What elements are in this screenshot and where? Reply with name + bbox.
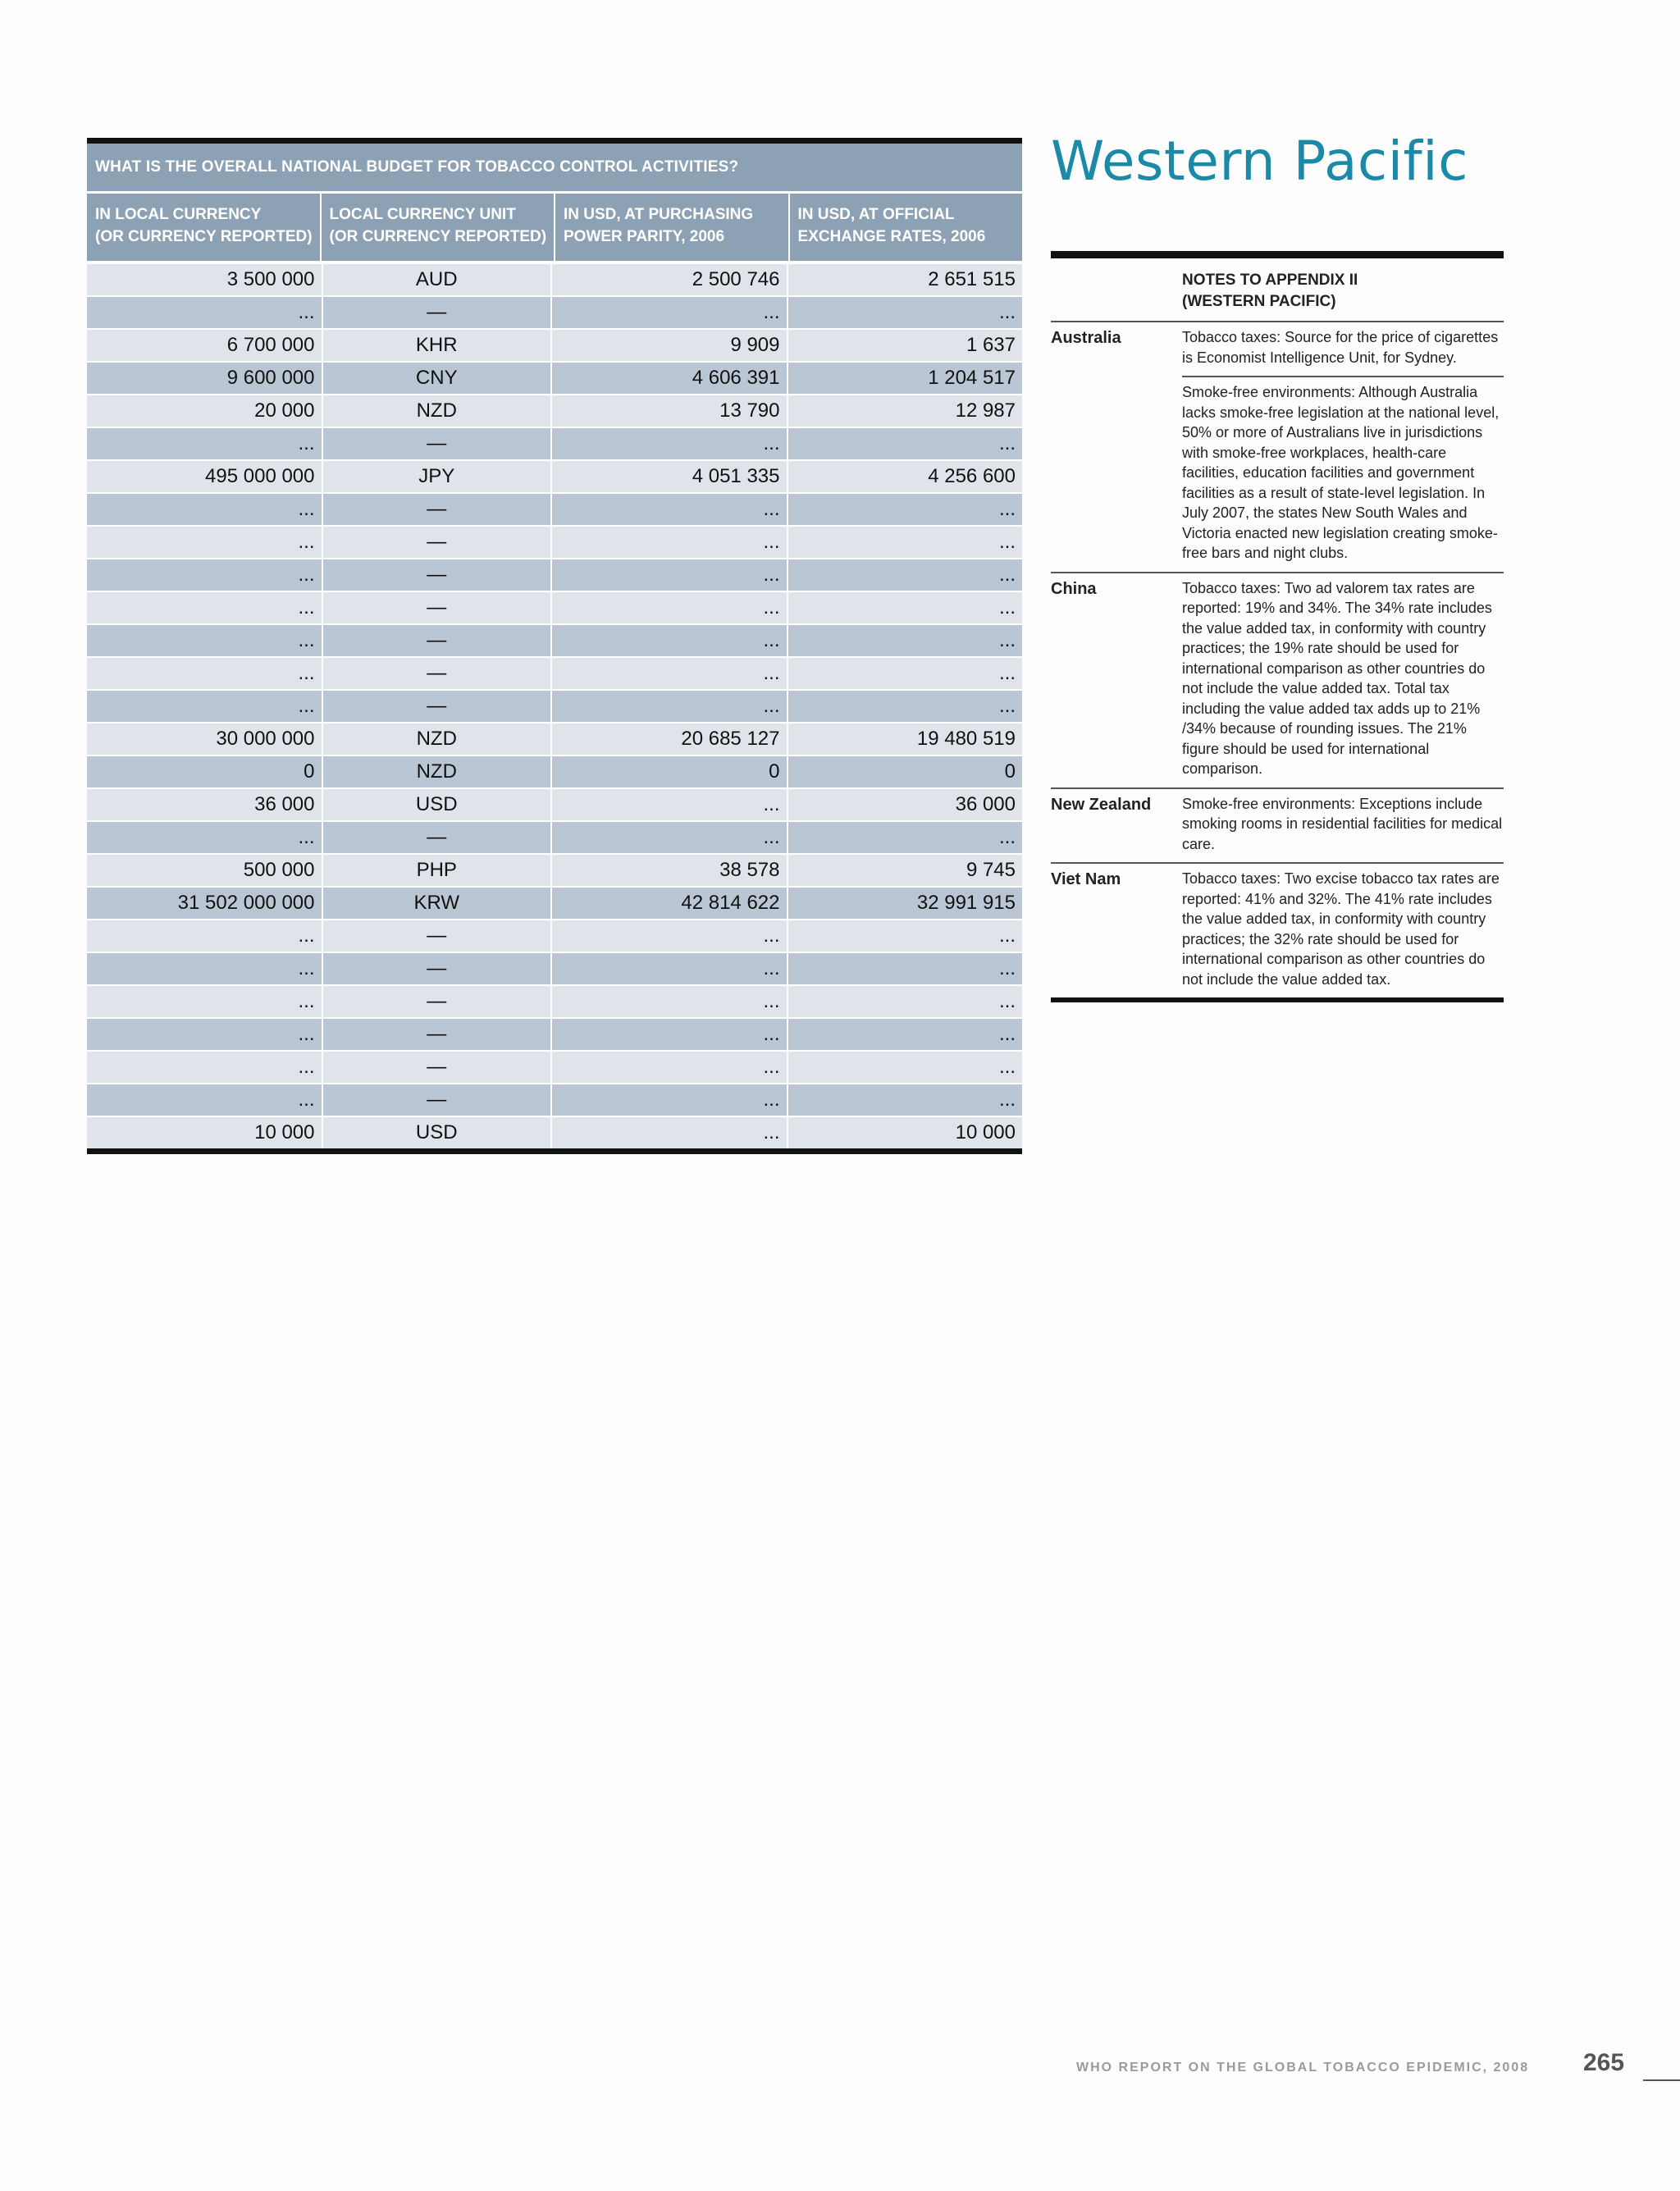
table-row: [87, 363, 1022, 395]
column-header-local-currency: IN LOCAL CURRENCY (OR CURRENCY REPORTED): [95, 206, 313, 245]
cell-local-currency: ...: [298, 924, 315, 947]
cell-usd-ppp: 4 051 335: [550, 461, 787, 492]
cell-usd-ppp: ...: [550, 527, 787, 558]
table-header-row: [87, 194, 1022, 264]
cell-usd-ppp: ...: [550, 691, 787, 722]
cell-usd-exchange: ...: [787, 1052, 1023, 1083]
cell-currency-unit: CNY: [322, 363, 551, 394]
cell-currency-unit: —: [322, 953, 551, 984]
table-row: [87, 723, 1022, 756]
cell-local-currency: ...: [298, 1023, 315, 1045]
table-row: [87, 986, 1022, 1019]
cell-usd-ppp: ...: [550, 789, 787, 820]
cell-usd-ppp: ...: [550, 953, 787, 984]
cell-usd-exchange: ...: [787, 1084, 1023, 1116]
note-entry: [1051, 864, 1504, 997]
note-country: Australia: [1051, 329, 1121, 347]
cell-local-currency: ...: [298, 826, 315, 848]
cell-currency-unit: —: [322, 625, 551, 656]
cell-usd-ppp: ...: [550, 920, 787, 952]
table-row: [87, 888, 1022, 920]
cell-local-currency: 500 000: [243, 859, 315, 881]
cell-currency-unit: —: [322, 691, 551, 722]
cell-usd-ppp: ...: [550, 1117, 787, 1148]
table-row: [87, 264, 1022, 297]
cell-currency-unit: —: [322, 1019, 551, 1050]
cell-currency-unit: AUD: [322, 264, 551, 295]
budget-table: [87, 138, 1022, 1154]
cell-usd-exchange: ...: [787, 1019, 1023, 1050]
cell-usd-ppp: 0: [550, 756, 787, 787]
cell-usd-exchange: ...: [787, 822, 1023, 853]
cell-local-currency: ...: [298, 498, 315, 520]
cell-currency-unit: —: [322, 494, 551, 525]
cell-currency-unit: —: [322, 559, 551, 591]
cell-usd-ppp: ...: [550, 1052, 787, 1083]
cell-currency-unit: JPY: [322, 461, 551, 492]
cell-local-currency: ...: [298, 957, 315, 979]
note-paragraph: Tobacco taxes: Two excise tobacco tax rates are reported: 41% and 32%. The 41% rate includes the value added tax, in conformity with country practices; the 32% rate should be used for international comparison as other countries do not include the value added tax.: [1182, 870, 1500, 988]
note-country: China: [1051, 579, 1097, 598]
cell-currency-unit: —: [322, 822, 551, 853]
cell-local-currency: 495 000 000: [205, 465, 315, 487]
table-row: [87, 297, 1022, 330]
cell-usd-exchange: ...: [787, 658, 1023, 689]
cell-currency-unit: KRW: [322, 888, 551, 919]
table-row: [87, 953, 1022, 986]
cell-usd-exchange: ...: [787, 559, 1023, 591]
column-header-usd-exchange: IN USD, AT OFFICIAL EXCHANGE RATES, 2006: [788, 194, 1023, 261]
cell-local-currency: 31 502 000 000: [177, 892, 315, 914]
cell-usd-ppp: ...: [550, 1084, 787, 1116]
cell-usd-ppp: ...: [550, 494, 787, 525]
cell-usd-exchange: ...: [787, 986, 1023, 1017]
cell-currency-unit: —: [322, 986, 551, 1017]
table-row: [87, 920, 1022, 953]
table-row: [87, 658, 1022, 691]
note-paragraph: Smoke-free environments: Exceptions include smoking rooms in residential facilities for medical care.: [1182, 795, 1503, 852]
cell-usd-exchange: 1 204 517: [787, 363, 1023, 394]
cell-usd-exchange: ...: [787, 428, 1023, 459]
table-row: [87, 822, 1022, 855]
cell-usd-exchange: ...: [787, 592, 1023, 623]
notes-header: [1051, 258, 1504, 322]
cell-currency-unit: USD: [322, 1117, 551, 1148]
note-entry: [1051, 789, 1504, 865]
cell-currency-unit: —: [322, 297, 551, 328]
table-row: [87, 855, 1022, 888]
table-row: [87, 756, 1022, 789]
cell-local-currency: 6 700 000: [226, 334, 315, 356]
table-row: [87, 494, 1022, 527]
cell-currency-unit: —: [322, 428, 551, 459]
cell-usd-exchange: ...: [787, 297, 1023, 328]
cell-local-currency: ...: [298, 432, 315, 454]
cell-usd-ppp: 38 578: [550, 855, 787, 886]
cell-usd-exchange: 2 651 515: [787, 264, 1023, 295]
cell-local-currency: ...: [298, 1056, 315, 1078]
cell-usd-ppp: 2 500 746: [550, 264, 787, 295]
cell-local-currency: ...: [298, 990, 315, 1012]
cell-usd-exchange: 1 637: [787, 330, 1023, 361]
table-row: [87, 527, 1022, 559]
notes-body: [1051, 322, 1504, 997]
cell-currency-unit: PHP: [322, 855, 551, 886]
page-number: 265: [1583, 2049, 1625, 2076]
page-number-rule: [1643, 2079, 1680, 2081]
note-paragraph: Tobacco taxes: Source for the price of cigarettes is Economist Intelligence Unit, for Sydney.: [1182, 329, 1499, 366]
cell-currency-unit: —: [322, 1084, 551, 1116]
cell-local-currency: ...: [298, 301, 315, 323]
column-header-currency-unit: LOCAL CURRENCY UNIT (OR CURRENCY REPORTED): [320, 194, 555, 261]
cell-usd-ppp: ...: [550, 559, 787, 591]
notes-panel: [1051, 251, 1504, 1002]
cell-usd-ppp: ...: [550, 1019, 787, 1050]
cell-usd-ppp: 42 814 622: [550, 888, 787, 919]
note-entry: [1051, 322, 1504, 573]
table-title: WHAT IS THE OVERALL NATIONAL BUDGET FOR TOBACCO CONTROL ACTIVITIES?: [87, 144, 1022, 194]
cell-currency-unit: NZD: [322, 723, 551, 755]
cell-currency-unit: NZD: [322, 756, 551, 787]
note-paragraph: Smoke-free environments: Although Australia lacks smoke-free legislation at the national level, 50% or more of Australians live in jurisdictions with smoke-free workplaces, health-care facilities, education facilities and government facilities as a result of state-level legislation. In July 2007, the states New South Wales and Victoria enacted new legislation creating smoke-free bars and night clubs.: [1182, 376, 1504, 572]
table-row: [87, 1084, 1022, 1117]
table-row: [87, 428, 1022, 461]
cell-local-currency: ...: [298, 596, 315, 619]
cell-currency-unit: —: [322, 592, 551, 623]
cell-usd-ppp: ...: [550, 592, 787, 623]
cell-local-currency: ...: [298, 531, 315, 553]
table-row: [87, 1052, 1022, 1084]
table-row: [87, 461, 1022, 494]
cell-usd-ppp: 13 790: [550, 395, 787, 427]
cell-usd-exchange: 4 256 600: [787, 461, 1023, 492]
cell-local-currency: 9 600 000: [226, 367, 315, 389]
cell-usd-ppp: 4 606 391: [550, 363, 787, 394]
cell-currency-unit: —: [322, 920, 551, 952]
cell-local-currency: 10 000: [254, 1121, 315, 1143]
cell-local-currency: ...: [298, 662, 315, 684]
table-row: [87, 625, 1022, 658]
table-row: [87, 1117, 1022, 1148]
cell-currency-unit: NZD: [322, 395, 551, 427]
cell-usd-exchange: ...: [787, 691, 1023, 722]
table-row: [87, 330, 1022, 363]
table-row: [87, 395, 1022, 428]
column-header-usd-ppp: IN USD, AT PURCHASING POWER PARITY, 2006: [554, 194, 788, 261]
cell-usd-ppp: ...: [550, 625, 787, 656]
table-row: [87, 691, 1022, 723]
note-country: Viet Nam: [1051, 870, 1121, 888]
cell-usd-exchange: ...: [787, 953, 1023, 984]
cell-local-currency: 20 000: [254, 399, 315, 422]
cell-local-currency: ...: [298, 695, 315, 717]
cell-usd-ppp: ...: [550, 297, 787, 328]
cell-local-currency: 30 000 000: [216, 728, 315, 750]
cell-local-currency: 0: [304, 760, 315, 783]
note-country: New Zealand: [1051, 795, 1152, 814]
table-row: [87, 1019, 1022, 1052]
table-body: [87, 264, 1022, 1148]
cell-usd-ppp: ...: [550, 428, 787, 459]
cell-usd-ppp: 9 909: [550, 330, 787, 361]
notes-heading: NOTES TO APPENDIX II (WESTERN PACIFIC): [1182, 272, 1358, 310]
cell-local-currency: ...: [298, 1089, 315, 1111]
cell-usd-exchange: ...: [787, 527, 1023, 558]
cell-local-currency: 36 000: [254, 793, 315, 815]
table-row: [87, 559, 1022, 592]
cell-usd-exchange: 32 991 915: [787, 888, 1023, 919]
cell-currency-unit: —: [322, 1052, 551, 1083]
note-entry: [1051, 573, 1504, 789]
cell-currency-unit: —: [322, 658, 551, 689]
cell-currency-unit: USD: [322, 789, 551, 820]
cell-currency-unit: KHR: [322, 330, 551, 361]
cell-usd-exchange: 0: [787, 756, 1023, 787]
footer-report-title: WHO REPORT ON THE GLOBAL TOBACCO EPIDEMIC, 2008: [1076, 2061, 1530, 2075]
cell-local-currency: 3 500 000: [226, 268, 315, 290]
cell-usd-exchange: 9 745: [787, 855, 1023, 886]
cell-usd-ppp: 20 685 127: [550, 723, 787, 755]
region-title: Western Pacific: [1051, 130, 1468, 193]
cell-usd-ppp: ...: [550, 822, 787, 853]
table-row: [87, 592, 1022, 625]
cell-local-currency: ...: [298, 564, 315, 586]
note-paragraph: Tobacco taxes: Two ad valorem tax rates are reported: 19% and 34%. The 34% rate includes the value added tax, in conformity with country practices; the 19% rate should be used for international comparison as other countries do not include the value added tax. Total tax including the value added tax adds up to 21% /34% because of rounding issues. The 21% figure should be used for international comparison.: [1182, 579, 1492, 777]
cell-usd-exchange: ...: [787, 625, 1023, 656]
cell-usd-exchange: 19 480 519: [787, 723, 1023, 755]
cell-usd-ppp: ...: [550, 986, 787, 1017]
cell-usd-exchange: 10 000: [787, 1117, 1023, 1148]
cell-usd-exchange: ...: [787, 920, 1023, 952]
table-row: [87, 789, 1022, 822]
cell-usd-exchange: 12 987: [787, 395, 1023, 427]
cell-usd-ppp: ...: [550, 658, 787, 689]
cell-usd-exchange: 36 000: [787, 789, 1023, 820]
cell-local-currency: ...: [298, 629, 315, 651]
cell-currency-unit: —: [322, 527, 551, 558]
cell-usd-exchange: ...: [787, 494, 1023, 525]
